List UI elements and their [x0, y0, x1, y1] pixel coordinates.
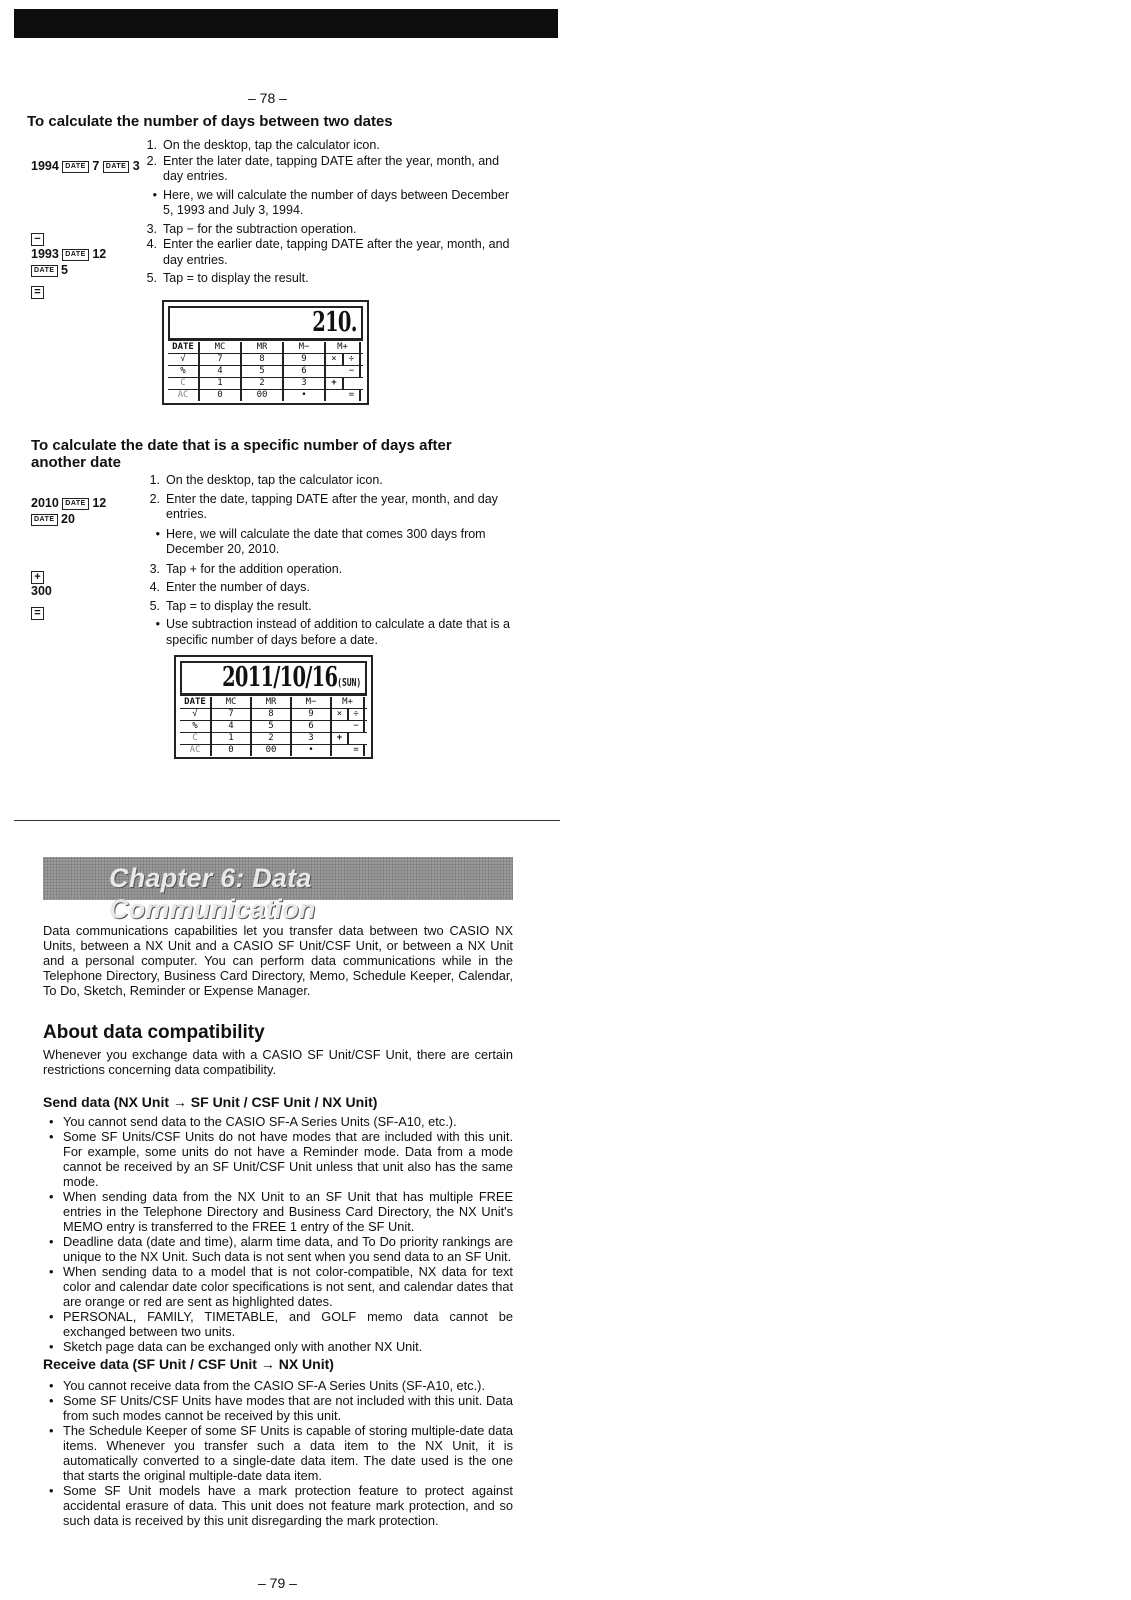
list-item: • Some SF Unit models have a mark protection feature to protect against accidental erasure of data. This unit does not feature mark protection, and so such data is received by this unit disregarding the mark protection. — [43, 1483, 513, 1528]
calculator-date-result: 2011/10/16 — [221, 662, 338, 693]
top-black-bar — [14, 9, 558, 38]
step-item: 4. Enter the number of days. — [149, 580, 310, 594]
calc-key: 00 — [242, 390, 284, 401]
calc-key: M− — [292, 697, 332, 708]
calc-key: 8 — [242, 354, 284, 365]
calc-key: 3 — [284, 378, 326, 389]
step-item: 5. Tap = to display the result. — [149, 598, 312, 613]
list-item: • Sketch page data can be exchanged only with another NX Unit. — [43, 1339, 513, 1354]
calc-key: ÷ — [344, 354, 361, 365]
calc-key: • — [292, 745, 332, 756]
list-item: • Some SF Units/CSF Units have modes that are not included with this unit. Data from such modes cannot be received by this unit. — [43, 1393, 513, 1423]
calc-key: − — [349, 721, 365, 732]
date-key: DATE — [31, 514, 58, 526]
calc-key: 6 — [284, 366, 326, 377]
calc-key: = — [349, 745, 365, 756]
calculator-key-row — [168, 342, 363, 354]
calc-key: 7 — [200, 354, 242, 365]
date-key: DATE — [62, 161, 89, 173]
calc-key: MC — [200, 342, 242, 353]
key-minus — [31, 229, 44, 247]
calc-key: 0 — [200, 390, 242, 401]
key-year: 2010 — [31, 496, 59, 510]
calculator-key-row — [168, 390, 363, 401]
compat-heading: About data compatibility — [43, 1022, 265, 1043]
calc-key: 9 — [284, 354, 326, 365]
key-equals — [31, 603, 44, 621]
calc-key: 7 — [212, 709, 252, 720]
calc-key: 00 — [252, 745, 292, 756]
calc-key: MR — [242, 342, 284, 353]
page-number-top: – 78 – — [248, 90, 287, 106]
calc-key: 4 — [200, 366, 242, 377]
step-note: • Here, we will calculate the number of days between December 5, 1993 and July 3, 1994. — [152, 187, 510, 217]
key-month: 7 — [92, 159, 100, 173]
calc-key: √ — [180, 709, 212, 720]
calculator-weekday: (SUN) — [337, 676, 361, 689]
calc-key: 3 — [292, 733, 332, 744]
step-item: 3. Tap + for the addition operation. — [149, 561, 343, 576]
step-item: 1. On the desktop, tap the calculator icon. — [146, 138, 380, 152]
equals-key-icon: = — [31, 607, 44, 620]
calculator-key-row — [168, 354, 363, 366]
calc-key: 0 — [212, 745, 252, 756]
calc-key: AC — [168, 390, 200, 401]
step-item: 3. Tap − for the subtraction operation. — [146, 221, 357, 236]
date-key: DATE — [62, 498, 89, 510]
steps-list-1 — [141, 138, 511, 287]
calculator-key-row — [180, 745, 367, 756]
key-sequence-earlier-date — [31, 246, 106, 278]
step-item: 2. Enter the date, tapping DATE after the year, month, and day entries. — [149, 491, 498, 521]
calc-key: 5 — [242, 366, 284, 377]
list-item: • Deadline data (date and time), alarm time data, and To Do priority rankings are unique to the NX Unit. Such data is not sent when you send data to an SF Unit. — [43, 1234, 513, 1264]
calc-key: MC — [212, 697, 252, 708]
chapter-title: Chapter 6: Data Communication — [109, 863, 316, 924]
list-item: • When sending data from the NX Unit to an SF Unit that has multiple FREE entries in the Telephone Directory and Business Card Directory, the NX Unit's MEMO entry is transferred to the FREE 1 entry of the SF Unit. — [43, 1189, 513, 1234]
receive-data-list — [43, 1378, 513, 1528]
chapter-intro: Data communications capabilities let you transfer data between two CASIO NX Units, between a NX Unit and a CASIO SF Unit/CSF Unit, or between a NX Unit and a personal computer. You can perform data communications while in the Telephone Directory, Business Card Directory, Memo, Schedule Keeper, Calendar, To Do, Sketch, Reminder or Expense Manager. — [43, 923, 513, 998]
step-item: 4. Enter the earlier date, tapping DATE after the year, month, and day entries. — [146, 237, 510, 267]
calculator-key-row — [180, 733, 367, 745]
key-equals — [31, 282, 44, 300]
page-divider — [14, 820, 560, 821]
send-data-heading: Send data (NX Unit → SF Unit / CSF Unit / NX Unit) — [43, 1094, 378, 1110]
send-data-list — [43, 1114, 513, 1354]
calc-key: DATE — [180, 697, 212, 708]
list-item: • You cannot send data to the CASIO SF-A Series Units (SF-A10, etc.). — [43, 1114, 513, 1129]
calc-key: M+ — [326, 342, 361, 353]
calc-key: C — [180, 733, 212, 744]
minus-key-icon: − — [31, 233, 44, 246]
calc-key: • — [284, 390, 326, 401]
equals-key-icon: = — [31, 286, 44, 299]
calc-key: 5 — [252, 721, 292, 732]
section-title-date-after: To calculate the date that is a specific number of days after another date — [31, 437, 452, 471]
calc-key: × — [332, 709, 349, 720]
date-key: DATE — [62, 249, 89, 261]
calc-key: 4 — [212, 721, 252, 732]
calc-key: × — [326, 354, 344, 365]
key-year: 1993 — [31, 247, 59, 261]
key-sequence-start-date — [31, 495, 106, 527]
calc-key: = — [344, 390, 361, 401]
calc-key: + — [332, 733, 349, 744]
calc-key: 8 — [252, 709, 292, 720]
key-month: 12 — [92, 496, 107, 510]
calculator-key-row — [168, 366, 363, 378]
list-item: • The Schedule Keeper of some SF Units is capable of storing multiple-date data items. Whenever you transfer such a data item to the NX Unit, it is automatically converted to a single-date data item. The date used is the one that starts the original multiple-date data item. — [43, 1423, 513, 1483]
calc-key: C — [168, 378, 200, 389]
key-days-value: 300 — [31, 584, 52, 598]
date-key: DATE — [103, 161, 130, 173]
calc-key: − — [344, 366, 361, 377]
plus-key-icon: + — [31, 571, 44, 584]
key-month: 12 — [92, 247, 107, 261]
calculator-key-row — [168, 378, 363, 390]
calc-key: DATE — [168, 342, 200, 353]
calc-key: 2 — [252, 733, 292, 744]
step-item: 5. Tap = to display the result. — [146, 271, 309, 285]
calc-key: M− — [284, 342, 326, 353]
page-number-bottom: – 79 – — [258, 1575, 297, 1591]
calculator-display-1 — [162, 300, 369, 405]
calc-key: 1 — [200, 378, 242, 389]
calc-key: + — [326, 378, 344, 389]
list-item: • When sending data to a model that is not color-compatible, NX data for text color and calendar date color specifications is not sent, and calendar dates that are orange or red are sent as highlighted dates. — [43, 1264, 513, 1309]
key-day: 5 — [61, 263, 68, 277]
calculator-result: 210. — [312, 307, 357, 338]
calc-key: ÷ — [349, 709, 365, 720]
calc-key: √ — [168, 354, 200, 365]
calculator-display-2 — [174, 655, 373, 759]
calc-key: AC — [180, 745, 212, 756]
calc-key: 2 — [242, 378, 284, 389]
receive-data-heading: Receive data (SF Unit / CSF Unit → NX Unit) — [43, 1356, 334, 1372]
calc-key: 1 — [212, 733, 252, 744]
calculator-key-row — [180, 709, 367, 721]
calc-key: % — [168, 366, 200, 377]
step-item: 2. Enter the later date, tapping DATE after the year, month, and day entries. — [146, 153, 500, 183]
calc-key: % — [180, 721, 212, 732]
key-year: 1994 — [31, 159, 59, 173]
compat-intro: Whenever you exchange data with a CASIO SF Unit/CSF Unit, there are certain restrictions concerning data compatibility. — [43, 1047, 513, 1077]
calculator-key-row — [180, 697, 367, 709]
chapter-banner — [43, 857, 513, 924]
calculator-screen — [168, 306, 363, 341]
step-note: • Use subtraction instead of addition to calculate a date that is a specific number of days before a date. — [155, 617, 510, 647]
calc-key: MR — [252, 697, 292, 708]
step-note: • Here, we will calculate the date that comes 300 days from December 20, 2010. — [155, 526, 486, 556]
key-sequence-later-date — [31, 158, 140, 174]
list-item: • PERSONAL, FAMILY, TIMETABLE, and GOLF memo data cannot be exchanged between two units. — [43, 1309, 513, 1339]
section-title-days-between: To calculate the number of days between two dates — [27, 113, 393, 130]
key-day: 20 — [61, 512, 75, 526]
calc-key: 9 — [292, 709, 332, 720]
calculator-key-row — [180, 721, 367, 733]
step-item: 1. On the desktop, tap the calculator icon. — [149, 473, 383, 487]
calc-key: M+ — [332, 697, 365, 708]
calculator-screen — [180, 661, 367, 696]
steps-list-2 — [144, 473, 512, 648]
calculator-result — [222, 662, 361, 693]
list-item: • You cannot receive data from the CASIO SF-A Series Units (SF-A10, etc.). — [43, 1378, 513, 1393]
date-key: DATE — [31, 265, 58, 277]
key-day: 3 — [132, 159, 140, 173]
calc-key: 6 — [292, 721, 332, 732]
list-item: • Some SF Units/CSF Units do not have modes that are included with this unit. For example, some units do not have a Reminder mode. Data from a mode cannot be received by an SF Unit/CSF Unit unless that unit also has the same mode. — [43, 1129, 513, 1189]
